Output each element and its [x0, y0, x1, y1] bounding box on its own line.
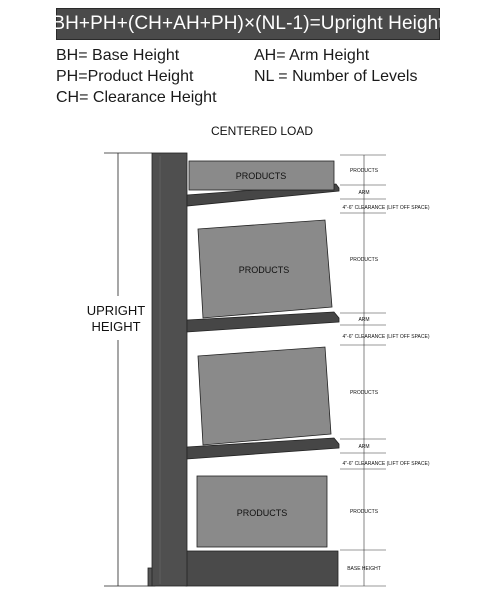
product-box-2-label: PRODUCTS	[238, 265, 290, 275]
definition-clearance-height: CH= Clearance Height	[56, 89, 217, 106]
definition-product-height: PH=Product Height	[56, 68, 194, 85]
upright-height-label-line1: UPRIGHT	[86, 303, 146, 318]
dim-clearance-level-1: 4"-6" CLEARANCE (LIFT OFF SPACE)	[342, 205, 430, 211]
dim-clearance-level-3: 4"-6" CLEARANCE (LIFT OFF SPACE)	[342, 461, 430, 467]
product-box-3	[198, 347, 331, 445]
dim-base-height: BASE HEIGHT	[347, 566, 381, 572]
product-box-4-label: PRODUCTS	[236, 508, 288, 518]
upright-height-dimension	[104, 153, 152, 586]
right-dimension-lines	[340, 155, 386, 586]
dim-clearance-level-2: 4"-6" CLEARANCE (LIFT OFF SPACE)	[342, 334, 430, 340]
definition-base-height: BH= Base Height	[56, 47, 180, 64]
upright-height-label-line2: HEIGHT	[91, 319, 141, 334]
definition-arm-height: AH= Arm Height	[254, 47, 370, 64]
definition-number-of-levels: NL = Number of Levels	[254, 68, 418, 85]
dim-products-level-2: PRODUCTS	[349, 257, 379, 263]
dim-products-level-4: PRODUCTS	[349, 509, 379, 515]
product-box-1-label: PRODUCTS	[235, 171, 287, 181]
dim-arm-level-1: ARM	[358, 190, 370, 196]
product-box-4	[197, 476, 327, 547]
diagram-title: CENTERED LOAD	[210, 124, 314, 138]
product-box-1	[189, 161, 334, 190]
upright-column	[152, 153, 187, 586]
dim-arm-level-2: ARM	[358, 317, 370, 323]
dim-products-level-3: PRODUCTS	[349, 390, 379, 396]
product-box-2	[198, 220, 332, 318]
dim-products-level-1: PRODUCTS	[349, 168, 379, 174]
formula-banner: BH+PH+(CH+AH+PH)×(NL-1)=Upright Height	[56, 8, 440, 40]
dim-arm-level-3: ARM	[358, 444, 370, 450]
